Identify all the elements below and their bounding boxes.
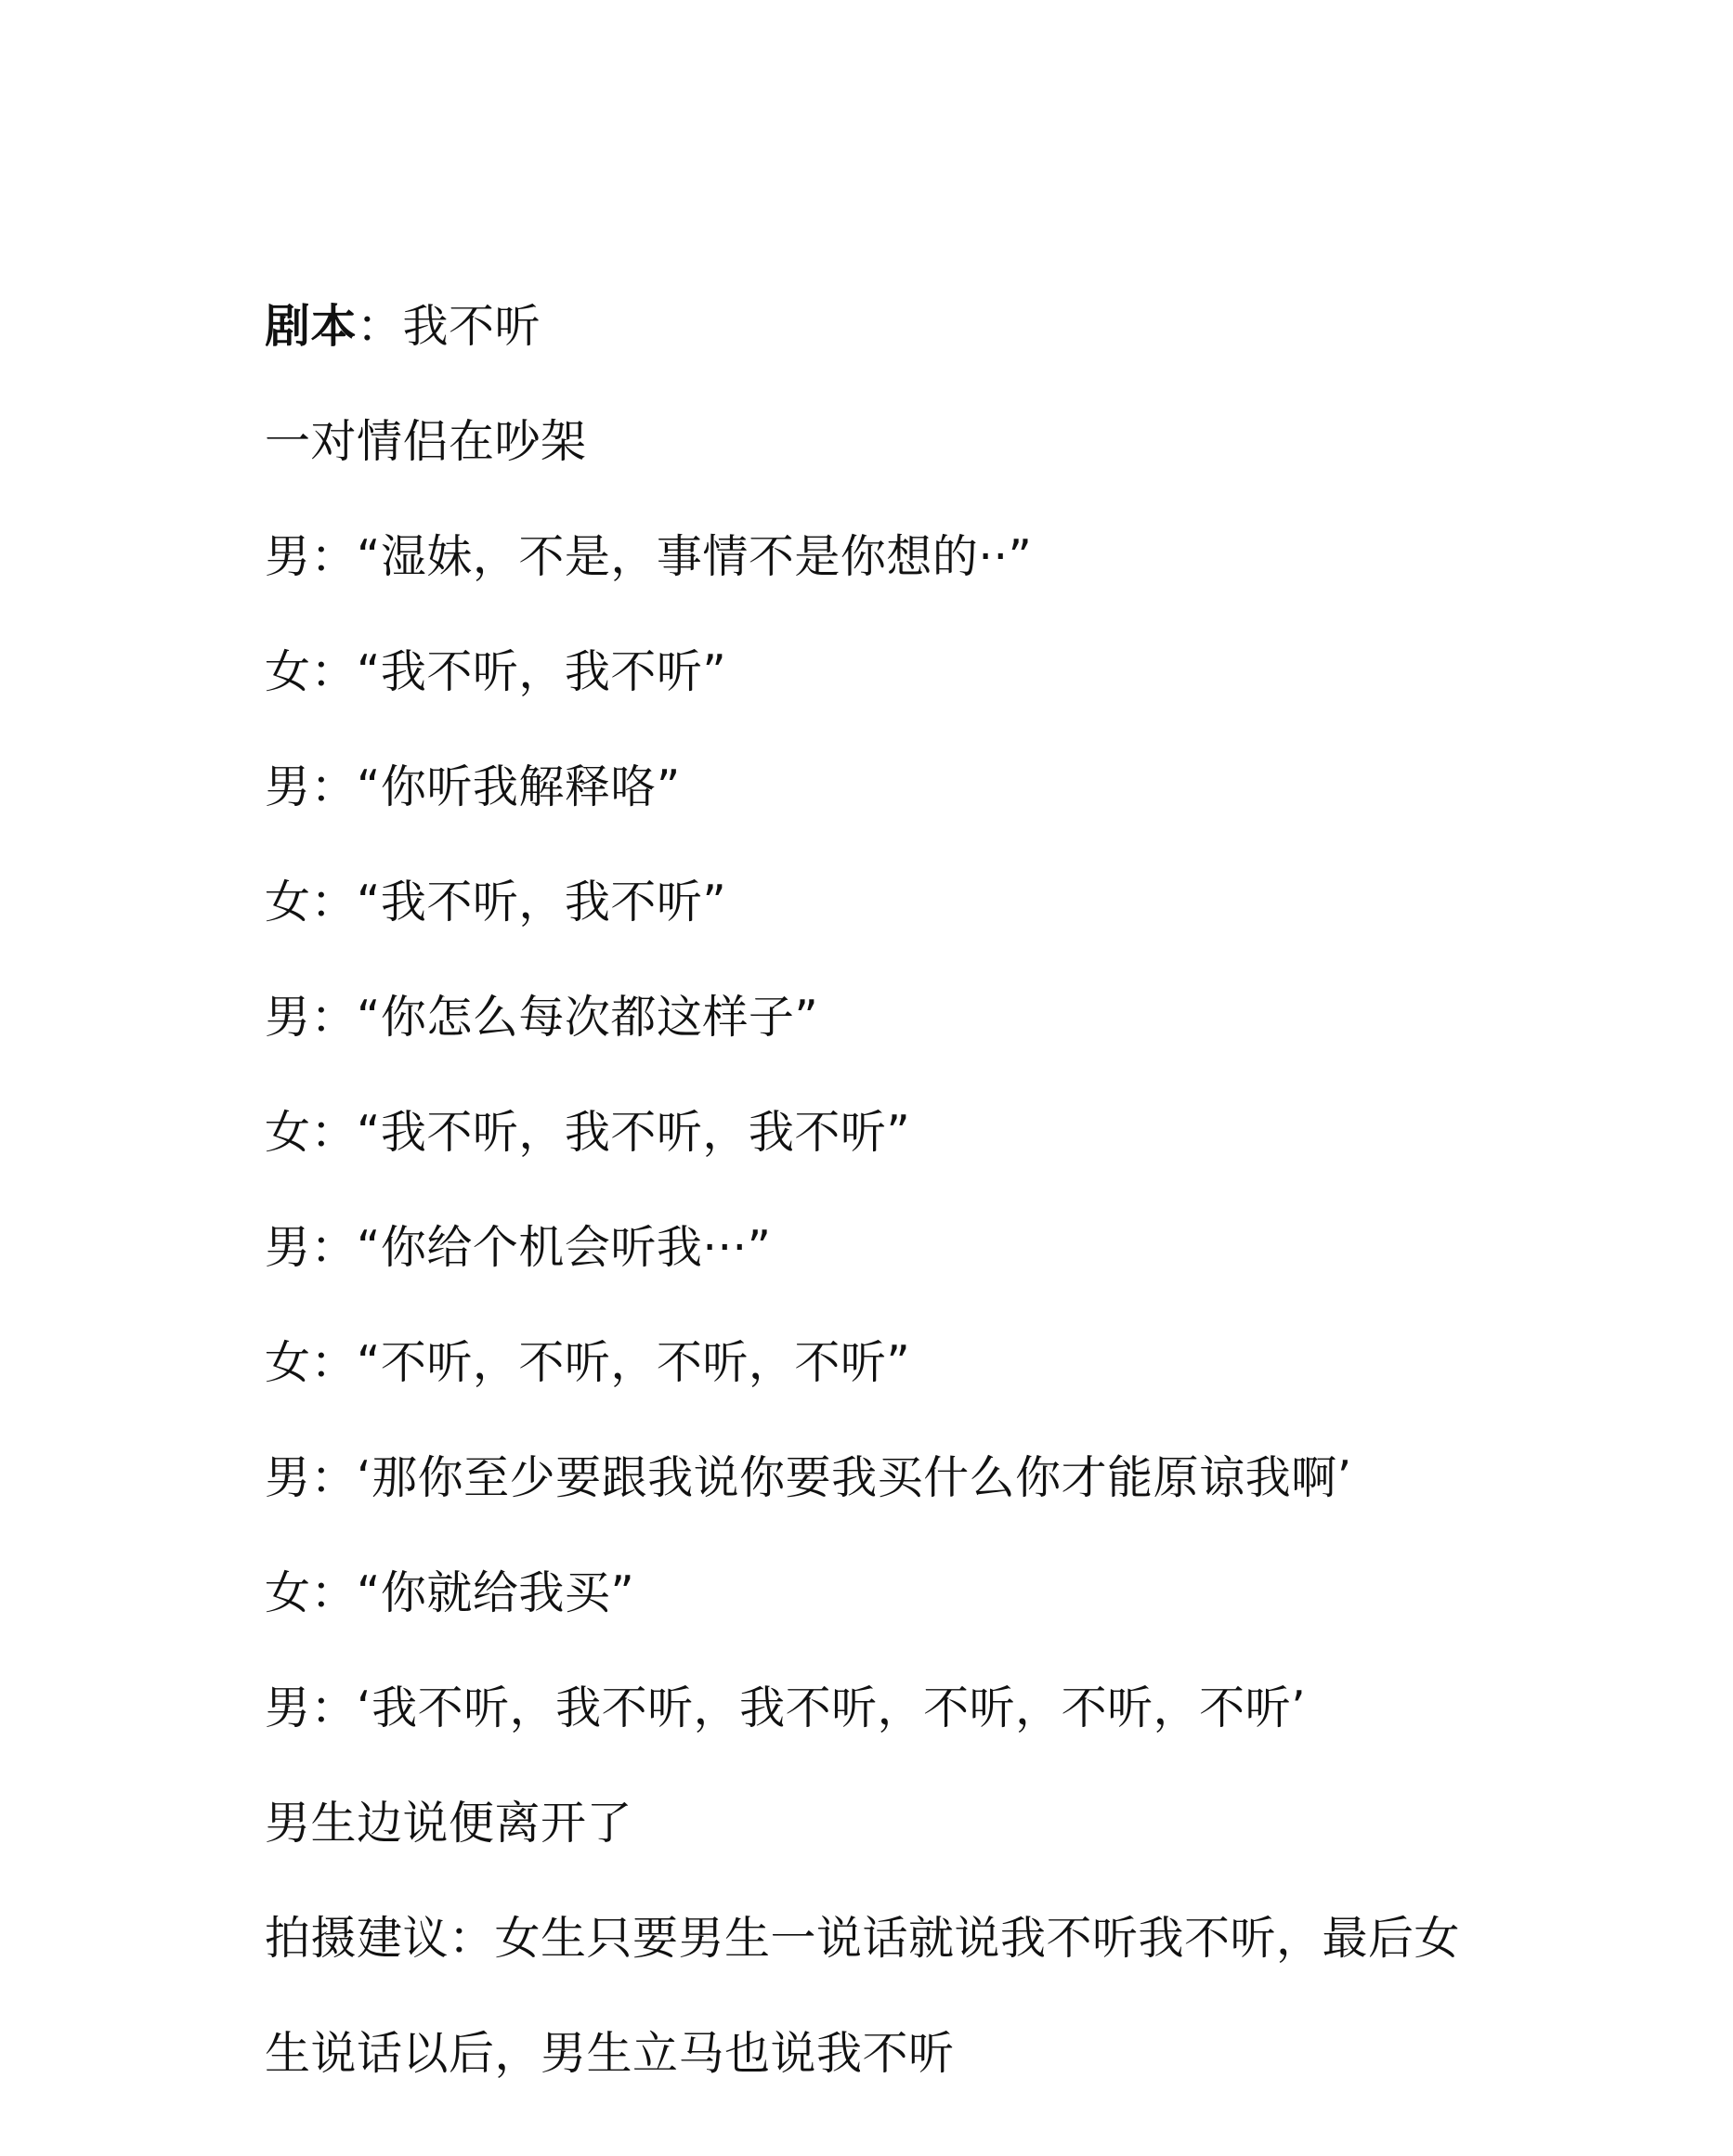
dialogue-line: 女：“不听，不听，不听，不听”	[265, 1336, 911, 1389]
dialogue-line: 女：“你就给我买”	[265, 1566, 635, 1619]
dialogue-line: 男：‘我不听，我不听，我不听，不听，不听，不听’	[265, 1682, 1307, 1734]
script-title	[265, 269, 1565, 384]
dialogue-line: 男：“你听我解释咯”	[265, 760, 681, 813]
dialogue-line: 男：“你给个机会听我···”	[265, 1221, 772, 1274]
shooting-suggestion-line: 拍摄建议：女生只要男生一说话就说我不听我不听，最后女	[265, 1912, 1461, 1965]
title-label: 剧本	[265, 300, 358, 353]
title-separator: ：	[357, 300, 403, 353]
stage-direction: 男生边说便离开了	[265, 1797, 633, 1850]
title-value: 我不听	[402, 300, 541, 353]
dialogue-line: 男：“你怎么每次都这样子”	[265, 991, 819, 1044]
document-body	[265, 269, 1565, 2111]
scene-description: 一对情侣在吵架	[265, 415, 587, 468]
shooting-suggestion-line: 生说话以后，男生立马也说我不听	[265, 2027, 955, 2080]
dialogue-line: 女：“我不听，我不听，我不听”	[265, 1106, 911, 1159]
dialogue-line: 女：“我不听，我不听”	[265, 645, 727, 698]
dialogue-line: 女：“我不听，我不听”	[265, 876, 727, 929]
dialogue-line: 男：“湿妹，不是，事情不是你想的··”	[265, 530, 1033, 583]
dialogue-line: 男：‘那你至少要跟我说你要我买什么你才能原谅我啊’	[265, 1451, 1352, 1504]
